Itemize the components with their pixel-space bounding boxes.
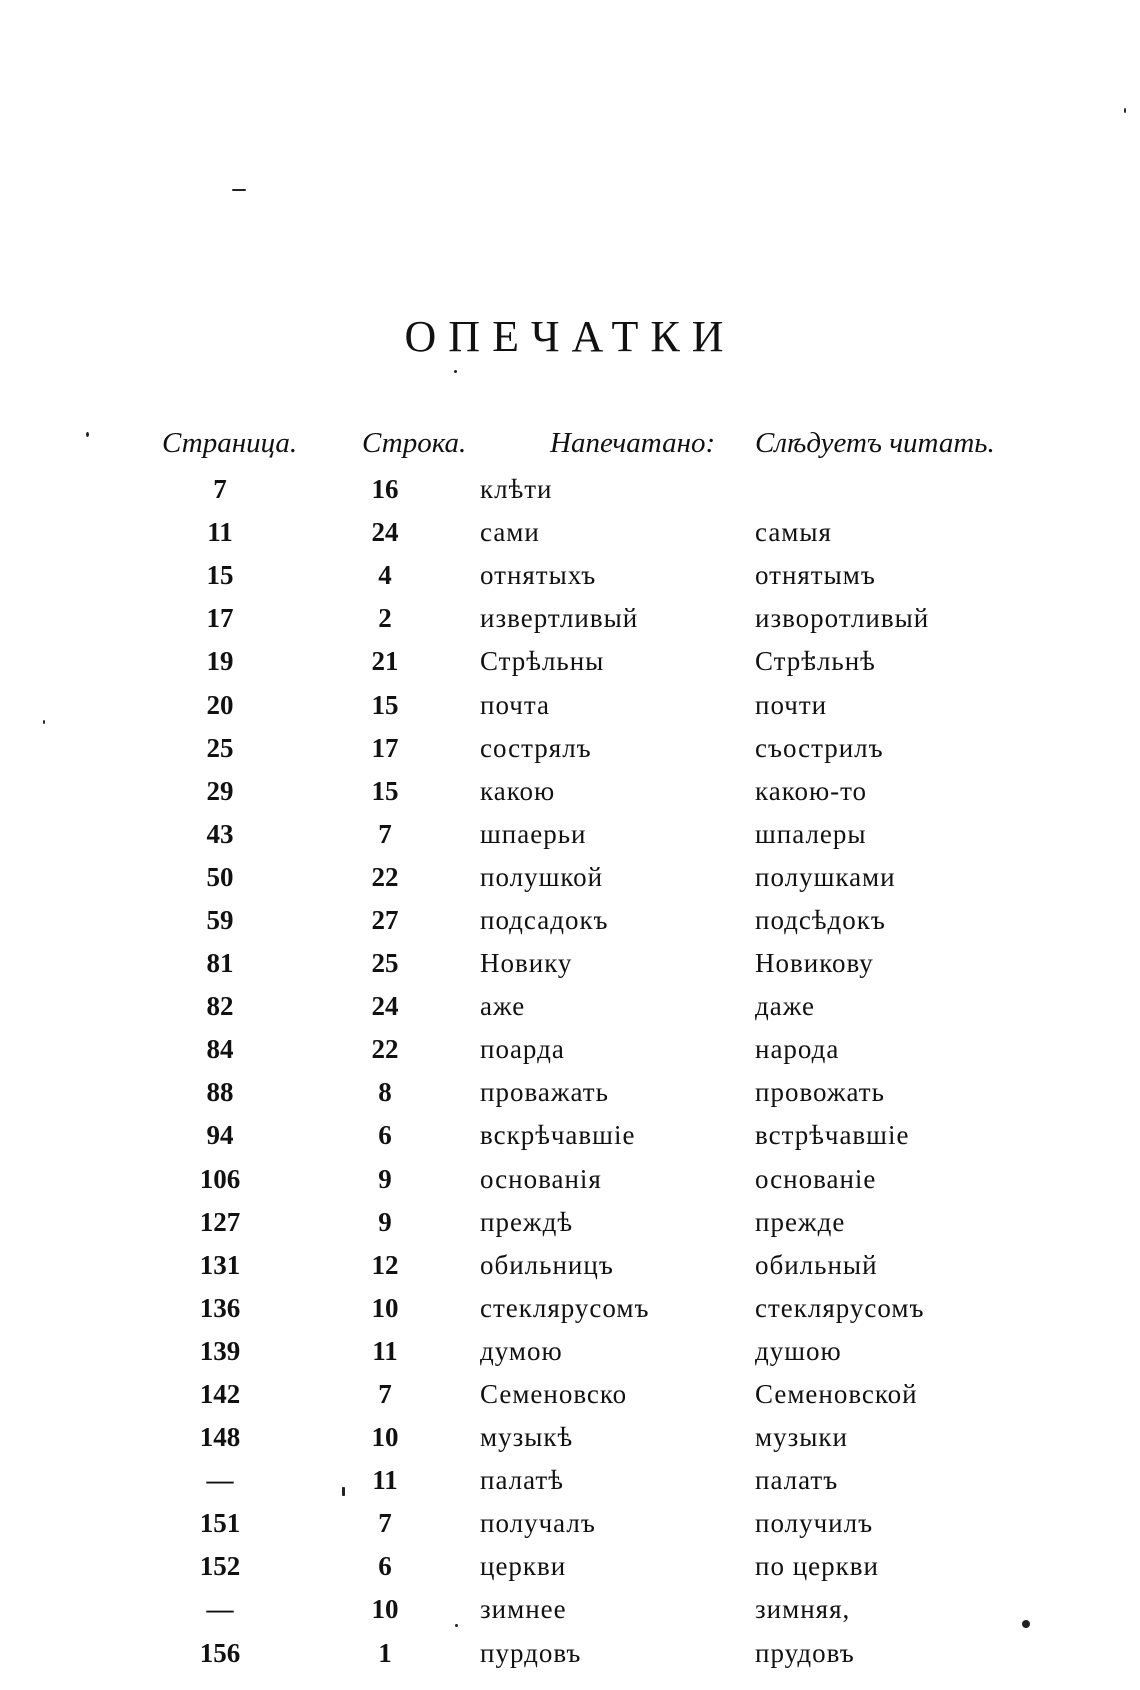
line-number: 6 — [378, 1551, 392, 1582]
table-row — [150, 942, 1110, 985]
line-number: 7 — [378, 1508, 392, 1539]
line-number: 7 — [378, 1379, 392, 1410]
line-number: 11 — [372, 1335, 398, 1366]
correct-text: прежде — [755, 1206, 846, 1237]
scan-speck — [86, 432, 89, 437]
correct-text: Новикову — [755, 948, 874, 979]
table-row — [150, 1330, 1110, 1373]
correct-text: даже — [755, 991, 816, 1022]
page-number: 151 — [199, 1508, 241, 1539]
printed-text: думою — [480, 1335, 563, 1366]
table-row — [150, 1201, 1110, 1244]
correct-text: съострилъ — [755, 732, 884, 763]
table-row — [150, 468, 1110, 511]
printed-text: подсадокъ — [480, 904, 609, 935]
page-number: 19 — [206, 646, 234, 677]
printed-text: палатѣ — [480, 1465, 564, 1496]
printed-text: зимнее — [480, 1594, 567, 1625]
table-row — [150, 1416, 1110, 1459]
scan-speck — [454, 370, 457, 373]
line-number: 11 — [372, 1465, 398, 1496]
line-number: 1 — [378, 1637, 392, 1668]
table-row — [150, 1158, 1110, 1201]
correct-text: палатъ — [755, 1465, 839, 1496]
line-number: 15 — [371, 689, 399, 720]
line-number: 10 — [371, 1594, 399, 1625]
table-row — [150, 1588, 1110, 1631]
correct-text: встрѣчавшіе — [755, 1120, 910, 1151]
printed-text: пурдовъ — [480, 1637, 582, 1668]
table-row — [150, 856, 1110, 899]
printed-text: полушкой — [480, 861, 604, 892]
line-number: 24 — [371, 991, 399, 1022]
table-row — [150, 1459, 1110, 1502]
correct-text: шпалеры — [755, 818, 867, 849]
page-number: 29 — [206, 775, 234, 806]
line-number: 17 — [371, 732, 399, 763]
header-page: Страница. — [162, 426, 298, 459]
correct-text: музыки — [755, 1422, 848, 1453]
correct-text: прудовъ — [755, 1637, 855, 1668]
table-row — [150, 554, 1110, 597]
printed-text: церкви — [480, 1551, 567, 1582]
printed-text: обильницъ — [480, 1249, 614, 1280]
table-row — [150, 813, 1110, 856]
line-number: 8 — [378, 1077, 392, 1108]
page-number: 136 — [199, 1292, 241, 1323]
correct-text: провожать — [755, 1077, 885, 1108]
printed-text: проважать — [480, 1077, 609, 1108]
header-printed: Напечатано: — [550, 426, 716, 459]
table-row — [150, 1071, 1110, 1114]
line-number: 21 — [371, 646, 399, 677]
printed-text: Стрѣльны — [480, 646, 605, 677]
table-row — [150, 511, 1110, 554]
page-number: 50 — [206, 861, 234, 892]
line-number: 25 — [371, 948, 399, 979]
line-number: 10 — [371, 1292, 399, 1323]
page-number: 94 — [206, 1120, 234, 1151]
table-row — [150, 1502, 1110, 1545]
line-number: 24 — [371, 517, 399, 548]
page-number: 106 — [199, 1163, 241, 1194]
printed-text: музыкѣ — [480, 1422, 574, 1453]
correct-text: Стрѣльнѣ — [755, 646, 876, 677]
table-row — [150, 1287, 1110, 1330]
correct-text: обильный — [755, 1249, 878, 1280]
line-number: 4 — [378, 560, 392, 591]
line-number: 16 — [371, 474, 399, 505]
page-number: 15 — [206, 560, 234, 591]
scan-speck — [43, 720, 45, 724]
printed-text: Новику — [480, 948, 573, 979]
table-row — [150, 640, 1110, 683]
printed-text: основанія — [480, 1163, 602, 1194]
table-row — [150, 597, 1110, 640]
page-number: 131 — [199, 1249, 241, 1280]
page-number: 17 — [206, 603, 234, 634]
line-number: 12 — [371, 1249, 399, 1280]
page-title: ОПЕЧАТКИ — [404, 312, 736, 362]
page-number: 84 — [206, 1034, 234, 1065]
correct-text: стеклярусомъ — [755, 1292, 925, 1323]
page-number: 11 — [207, 517, 233, 548]
correct-text — [755, 468, 1110, 511]
line-number: 22 — [371, 861, 399, 892]
table-row — [150, 1114, 1110, 1157]
printed-text: сами — [480, 517, 540, 548]
printed-text: вскрѣчавшіе — [480, 1120, 636, 1151]
table-row — [150, 1244, 1110, 1287]
correct-text: получилъ — [755, 1508, 874, 1539]
page-number: 82 — [206, 991, 234, 1022]
table-row — [150, 985, 1110, 1028]
line-number: 9 — [378, 1163, 392, 1194]
table-row — [150, 727, 1110, 770]
header-line: Строка. — [362, 426, 467, 459]
printed-text: извертливый — [480, 603, 639, 634]
errata-table — [150, 418, 1110, 1675]
correct-text: изворотливый — [755, 603, 930, 634]
line-number: 27 — [371, 904, 399, 935]
correct-text: народа — [755, 1034, 840, 1065]
page-number: 88 — [206, 1077, 234, 1108]
header-row — [150, 418, 1110, 468]
page-number: 127 — [199, 1206, 241, 1237]
correct-text: зимняя, — [755, 1594, 851, 1625]
correct-text: душою — [755, 1335, 842, 1366]
printed-text: почта — [480, 689, 550, 720]
printed-text: клѣти — [480, 474, 553, 505]
printed-text: сострялъ — [480, 732, 592, 763]
scan-speck — [232, 189, 246, 191]
line-number: 22 — [371, 1034, 399, 1065]
page-number: 7 — [213, 474, 227, 505]
table-row — [150, 1632, 1110, 1675]
page-number: 20 — [206, 689, 234, 720]
header-should-read: Слѣдуетъ читать. — [755, 426, 995, 459]
correct-text: по церкви — [755, 1551, 879, 1582]
printed-text: получалъ — [480, 1508, 596, 1539]
correct-text: самыя — [755, 517, 832, 548]
page-number: 152 — [199, 1551, 241, 1582]
table-row — [150, 1028, 1110, 1071]
page-number: 156 — [199, 1637, 241, 1668]
table-row — [150, 683, 1110, 726]
printed-text: Семеновско — [480, 1379, 628, 1410]
table-row — [150, 1545, 1110, 1588]
table-row — [150, 1373, 1110, 1416]
correct-text: полушками — [755, 861, 896, 892]
line-number: 2 — [378, 603, 392, 634]
table-row — [150, 770, 1110, 813]
page-number: 81 — [206, 948, 234, 979]
printed-text: отнятыхъ — [480, 560, 597, 591]
table-row — [150, 899, 1110, 942]
printed-text: аже — [480, 991, 526, 1022]
page-number: 139 — [199, 1335, 241, 1366]
line-number: 6 — [378, 1120, 392, 1151]
page-number: — — [206, 1465, 234, 1496]
line-number: 10 — [371, 1422, 399, 1453]
correct-text: Семеновской — [755, 1379, 918, 1410]
page-number: 148 — [199, 1422, 241, 1453]
correct-text: почти — [755, 689, 828, 720]
scan-speck — [1124, 108, 1126, 113]
correct-text: отнятымъ — [755, 560, 876, 591]
page-number: 43 — [206, 818, 234, 849]
page-number: 25 — [206, 732, 234, 763]
correct-text: какою-то — [755, 775, 868, 806]
correct-text: основаніе — [755, 1163, 877, 1194]
page-number: 142 — [199, 1379, 241, 1410]
line-number: 7 — [378, 818, 392, 849]
printed-text: стеклярусомъ — [480, 1292, 650, 1323]
correct-text: подсѣдокъ — [755, 904, 886, 935]
line-number: 15 — [371, 775, 399, 806]
page-number: — — [206, 1594, 234, 1625]
printed-text: преждѣ — [480, 1206, 573, 1237]
printed-text: какою — [480, 775, 556, 806]
printed-text: поарда — [480, 1034, 565, 1065]
line-number: 9 — [378, 1206, 392, 1237]
printed-text: шпаерьи — [480, 818, 587, 849]
page-number: 59 — [206, 904, 234, 935]
